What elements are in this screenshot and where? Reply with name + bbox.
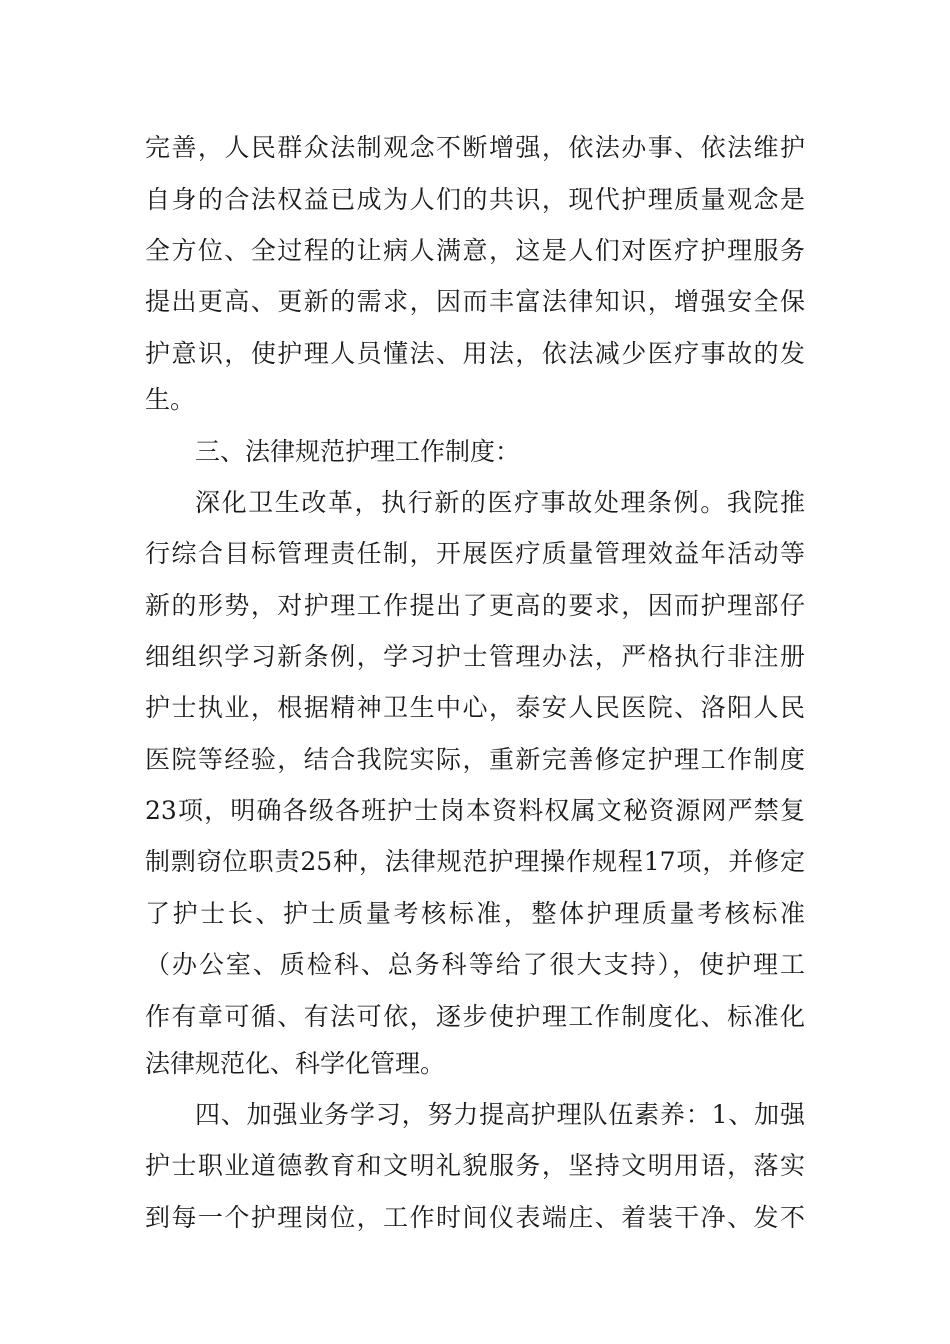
text-line: 自身的合法权益已成为人们的共识，现代护理质量观念是 [145, 185, 805, 214]
text-line: 新的形势，对护理工作提出了更高的要求，因而护理部仔 [145, 591, 805, 620]
text-line: 作有章可循、有法可依，逐步使护理工作制度化、标准化 [145, 1002, 805, 1031]
text-line: 护意识，使护理人员懂法、用法，依法减少医疗事故的发 [145, 339, 805, 368]
section-heading: 三、法律规范护理工作制度： [195, 437, 521, 466]
text-line: 制剽窃位职责25种，法律规范护理操作规程17项，并修定 [145, 847, 805, 876]
text-line: 23项，明确各级各班护士岗本资料权属文秘资源网严禁复 [145, 796, 805, 825]
text-line: 全方位、全过程的让病人满意，这是人们对医疗护理服务 [145, 236, 805, 265]
section-heading: 四、加强业务学习，努力提高护理队伍素养：1、加强 [195, 1100, 805, 1129]
text-line: 生。 [145, 385, 196, 414]
text-line: 行综合目标管理责任制，开展医疗质量管理效益年活动等 [145, 539, 805, 568]
text-line: 到每一个护理岗位，工作时间仪表端庄、着装干净、发不 [145, 1203, 805, 1232]
text-line: 深化卫生改革，执行新的医疗事故处理条例。我院推 [195, 488, 805, 517]
text-line: （办公室、质检科、总务科等给了很大支持），使护理工 [145, 950, 805, 979]
text-line: 细组织学习新条例，学习护士管理办法，严格执行非注册 [145, 642, 805, 671]
text-line: 护士执业，根据精神卫生中心，泰安人民医院、洛阳人民 [145, 693, 805, 722]
text-line: 医院等经验，结合我院实际，重新完善修定护理工作制度 [145, 745, 805, 774]
text-line: 护士职业道德教育和文明礼貌服务，坚持文明用语，落实 [145, 1151, 805, 1180]
text-line: 了护士长、护士质量考核标准，整体护理质量考核标准 [145, 899, 805, 928]
text-line: 提出更高、更新的需求，因而丰富法律知识，增强安全保 [145, 287, 805, 316]
text-line: 法律规范化、科学化管理。 [145, 1049, 446, 1078]
text-line: 完善，人民群众法制观念不断增强，依法办事、依法维护 [145, 133, 805, 162]
